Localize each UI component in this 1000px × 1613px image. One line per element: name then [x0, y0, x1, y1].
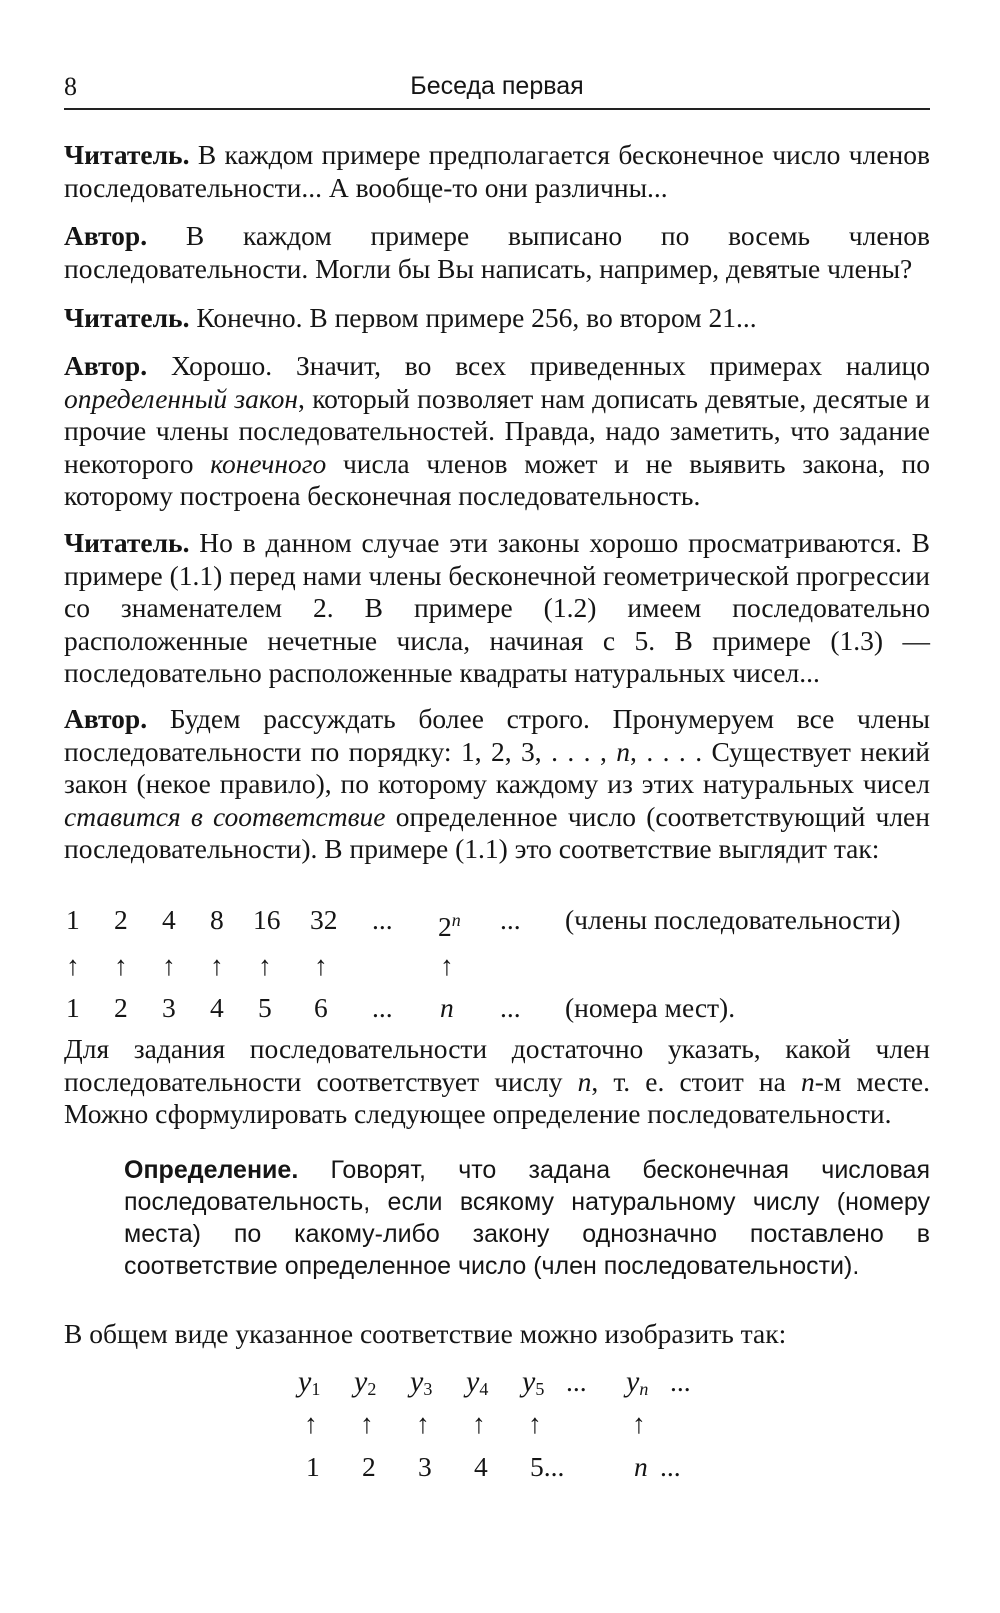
y-subscript: 3: [423, 1379, 433, 1399]
arrow-up: ↑: [210, 950, 224, 981]
speaker-label: Автор.: [64, 350, 148, 381]
places-caption: (номера мест).: [565, 992, 736, 1023]
italic-term: ставится в соответствие: [64, 800, 386, 832]
y-subscript: n: [639, 1379, 649, 1399]
place-2: 2: [114, 992, 128, 1023]
place-3: 3: [162, 992, 176, 1023]
arrow-up: ↑: [66, 950, 80, 981]
y-letter: y: [354, 1365, 368, 1398]
definition-text: Говорят, что задана бесконечная числовая последовательность, если всякому натуральному числу (номеру места) по какому-либо закону однозначно поставлено в соответствие определенное число (член последовательности).: [124, 1156, 930, 1280]
y-letter: y: [410, 1365, 424, 1398]
dialogue-text: Будем рассуждать более строго. Пронумеруем все члены последовательности по порядку: 1, 2, 3, . . . ,: [64, 703, 931, 767]
ellipsis: ...: [566, 1366, 587, 1397]
dialogue-text: В каждом примере предполагается бесконечное число членов последовательности... А вообще-то они различны...: [64, 139, 930, 203]
ellipsis: ...: [660, 1451, 681, 1482]
place-2: 2: [362, 1451, 376, 1482]
running-title: Беседа первая: [410, 72, 584, 100]
term-4: 4: [162, 904, 176, 935]
ellipsis: ...: [372, 904, 393, 935]
place-1: 1: [66, 992, 80, 1023]
variable-n: n: [577, 1065, 592, 1097]
speaker-label: Автор.: [64, 220, 148, 251]
place-n: n: [634, 1451, 648, 1482]
ellipsis: ...: [372, 992, 393, 1023]
dialogue-text: В каждом примере выписано по восемь членов последовательности. Могли бы Вы написать, например, девятые члены?: [64, 220, 930, 284]
arrow-up: ↑: [632, 1408, 646, 1439]
term-16: 16: [253, 904, 281, 935]
body-text: , т. е. стоит на: [591, 1065, 786, 1097]
arrow-up: ↑: [472, 1408, 486, 1439]
term-2: 2: [114, 904, 128, 935]
place-3: 3: [418, 1451, 432, 1482]
arrow-up: ↑: [304, 1408, 318, 1439]
arrow-up: ↑: [528, 1408, 542, 1439]
place-4: 4: [474, 1451, 488, 1482]
y-letter: y: [298, 1365, 312, 1398]
term-exponent: n: [451, 910, 461, 930]
general-intro: В общем виде указанное соответствие можно изобразить так:: [64, 1318, 787, 1349]
variable-n: n: [616, 735, 631, 767]
y-1: [298, 1362, 320, 1409]
arrow-up: ↑: [314, 950, 328, 981]
body-text: -м месте. Можно сформулировать следующее определение последовательности.: [64, 1065, 930, 1129]
italic-term: определенный закон: [64, 382, 299, 414]
term-base: 2: [438, 911, 452, 943]
place-6: 6: [314, 992, 328, 1023]
arrow-up: ↑: [360, 1408, 374, 1439]
terms-caption: (члены последовательности): [565, 904, 901, 935]
page-number: 8: [64, 72, 77, 101]
y-4: [466, 1362, 488, 1409]
term-1: 1: [66, 904, 80, 935]
y-letter: y: [522, 1365, 536, 1398]
y-2: [354, 1362, 376, 1409]
dialogue-text: , . . . . Существует некий закон (некое правило), по которому каждому из этих натуральных чисел: [64, 735, 931, 799]
y-subscript: 2: [367, 1379, 377, 1399]
speaker-label: Автор.: [64, 703, 148, 734]
place-5: 5...: [530, 1451, 565, 1482]
arrow-up: ↑: [114, 950, 128, 981]
dialogue-text: определенное число (соответствующий член последовательности). В примере (1.1) это соответствие выглядит так:: [64, 800, 930, 864]
dialogue-text: Конечно. В первом примере 256, во втором 21...: [196, 302, 757, 333]
italic-term: конечного: [210, 447, 327, 479]
y-subscript: 4: [479, 1379, 489, 1399]
ellipsis: ...: [670, 1366, 691, 1397]
variable-n: n: [800, 1065, 815, 1097]
dialogue-text: Но в данном случае эти законы хорошо просматриваются. В примере (1.1) перед нами члены бесконечной геометрической прогрессии со знаменателем 2. В примере (1.2) имеем последовательно расположенные нечетные числа, начиная с 5. В примере (1.3) — последовательно расположенные квадраты натуральных чисел...: [64, 527, 930, 688]
y-subscript: 1: [311, 1379, 321, 1399]
y-subscript: 5: [535, 1379, 545, 1399]
arrow-up: ↑: [162, 950, 176, 981]
place-4: 4: [210, 992, 224, 1023]
ellipsis: ...: [500, 992, 521, 1023]
speaker-label: Читатель.: [64, 527, 190, 558]
ellipsis: ...: [500, 904, 521, 935]
place-1: 1: [306, 1451, 320, 1482]
dialogue-text: числа членов может и не выявить закона, по которому построена бесконечная последовательность.: [64, 447, 931, 511]
term-8: 8: [210, 904, 224, 935]
place-5: 5: [258, 992, 272, 1023]
dialogue-text: Хорошо. Значит, во всех приведенных примерах налицо: [170, 350, 930, 381]
arrow-up: ↑: [416, 1408, 430, 1439]
body-text: Для задания последовательности достаточно указать, какой член последовательности соответствует числу: [64, 1033, 930, 1097]
y-3: [410, 1362, 432, 1409]
speaker-label: Читатель.: [64, 302, 190, 333]
y-letter: y: [466, 1365, 480, 1398]
arrow-up: ↑: [440, 950, 454, 981]
speaker-label: Читатель.: [64, 139, 190, 170]
y-letter: y: [626, 1365, 640, 1398]
y-5: [522, 1362, 544, 1409]
dialogue-text: , который позволяет нам дописать девятые, десятые и прочие члены последовательностей. Правда, надо заметить, что задание некоторого: [64, 382, 930, 479]
definition-label: Определение.: [124, 1156, 299, 1184]
y-n: [626, 1362, 648, 1409]
place-n: n: [440, 992, 454, 1023]
arrow-up: ↑: [258, 950, 272, 981]
term-32: 32: [310, 904, 338, 935]
